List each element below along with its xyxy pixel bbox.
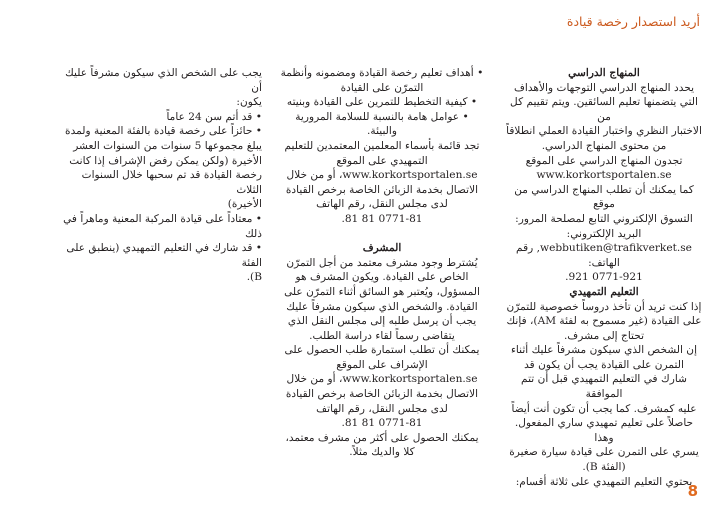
text-line: القيادة. والشخص الذي سيكون مشرفاً عليك (286, 300, 478, 313)
text-line: المسؤول، ويُعتبر هو السائق أثناء التمرّن على (284, 285, 480, 298)
text-line: إذا كنت تريد أن تأخذ دروساً خصوصية للتمرّن (506, 300, 702, 313)
curriculum-heading: المنهاج الدراسي (568, 67, 640, 79)
text-line: التمرن على القيادة يجب أن يكون قد (524, 358, 684, 371)
text-line: يجب على الشخص الذي سيكون مشرفاً عليك أن (65, 67, 262, 94)
text-line: B). (246, 271, 262, 284)
text-line: التي يتضمنها تعليم السائقين. ويتم تقييم كل من (510, 96, 698, 123)
email-link[interactable]: webbutiken@trafikverket.se, رقم (516, 242, 692, 255)
text-line: تجدون المنهاج الدراسي على الموقع (525, 154, 683, 167)
phone-number: 0771-81 81 81. (341, 212, 423, 225)
text-line: البريد الإلكتروني: (566, 227, 642, 240)
text-line: يبلغ مجموعها 5 سنوات من السنوات العشر (73, 139, 262, 152)
column-curriculum (504, 66, 704, 489)
text-line: الإشراف على الموقع (336, 358, 428, 371)
text-line: شارك في التعليم التمهيدي قبل أن تتم الموافقة (521, 373, 687, 401)
phone-number: 0771-81 81 81. (341, 417, 423, 430)
text-line: يمكنك أن تطلب استمارة طلب الحصول على (284, 344, 480, 357)
bullet-line: • قد أتم سن 24 عاماً (166, 110, 262, 123)
text-line: لدى مجلس النقل، رقم الهاتف (316, 198, 448, 211)
text-line: كلا والديك مثلاً. (349, 446, 415, 459)
column-supervisor (280, 66, 484, 460)
text-line: إن الشخص الذي سيكون مشرفاً عليك أثناء (510, 344, 698, 357)
bullet-line: • كيفية التخطيط للتمرين على القيادة وبنيته (286, 96, 478, 109)
website-link[interactable]: www.korkortsportalen.se (536, 169, 672, 182)
text-line: لدى مجلس النقل، رقم الهاتف (316, 402, 448, 415)
text-line: (الفئة B). (582, 461, 626, 474)
text-line: يجب أن يرسل طلبه إلى مجلس النقل الذي (287, 315, 477, 328)
text-line: من محتوى المنهاج الدراسي. (541, 139, 667, 152)
text-line: التسوق الإلكتروني التابع لمصلحة المرور: (515, 212, 693, 225)
text-line: عليه كمشرف. كما يجب أن تكون أنت أيضاً (511, 402, 697, 415)
bullet-line: • أهداف تعليم رخصة القيادة ومضمونه وأنظمة (280, 67, 484, 79)
text-line: تجد قائمة بأسماء المعلمين المعتمدين للتعليم (284, 139, 480, 152)
text-line: الأخيرة (ولكن يمكن رفض الإشراف إذا كانت (69, 154, 262, 167)
text-line: الاتصال بخدمة الزبائن الخاصة برخص القيادة (285, 388, 479, 401)
text-line: يحتوي التعليم التمهيدي على ثلاثة أقسام: (515, 475, 693, 488)
website-link[interactable]: www.korkortsportalen.se، أو من خلال (286, 373, 478, 386)
column-requirements (54, 66, 262, 285)
training-heading: التعليم التمهيدي (569, 285, 639, 298)
bullet-line: • معتاداً على قيادة المركبة المعنية وماهراً في (63, 212, 262, 225)
text-line: الاختبار النظري واختبار القيادة العملي انطلاقاً (506, 125, 702, 138)
spacer (280, 227, 484, 242)
text-line: التمهيدي على الموقع (336, 154, 428, 167)
text-line: يمكنك الحصول على أكثر من مشرف معتمد، (285, 431, 479, 444)
text-line: على القيادة (غير مسموح به لفئة AM)، فإنك (506, 315, 702, 328)
text-line: الخاص على القيادة. ويكون المشرف هو (295, 271, 469, 284)
website-link[interactable]: www.korkortsportalen.se، أو من خلال (286, 169, 478, 182)
text-line: الأخيرة) (227, 198, 262, 211)
text-line: يحدد المنهاج الدراسي التوجهات والأهداف (513, 81, 695, 94)
text-line: الاتصال بخدمة الزبائن الخاصة برخص القيادة (285, 183, 479, 196)
text-line: يكون: (236, 96, 262, 109)
bullet-line: • حائزاً على رخصة قيادة بالفئة المعنية ولمدة (65, 125, 262, 138)
supervisor-heading: المشرف (362, 242, 402, 255)
page-header: أريد استصدار رخصة قيادة (566, 14, 700, 29)
text-line: رخصة القيادة قد تم سحبها خلال السنوات الثلاث (81, 169, 262, 196)
phone-number: 0771-921 921. (565, 271, 643, 284)
text-line: يتقاضى رسماً لقاء دراسة الطلب. (309, 329, 455, 342)
text-line: حاصلاً على تعليم تمهيدي ساري المفعول. وهذا (514, 417, 694, 444)
text-line: التمرّن على القيادة (340, 81, 424, 94)
text-line: يسري على التمرن على قيادة سيارة صغيرة (509, 446, 699, 459)
page-number: 8 (687, 482, 698, 500)
text-line: يُشترط وجود مشرف معتمد من أجل التمرّن (286, 256, 478, 269)
text-line: تحتاج إلى مشرف. (563, 329, 645, 342)
text-line: ذلك (245, 227, 262, 240)
bullet-line: • عوامل هامة بالنسبة للسلامة المرورية والبيئة. (295, 110, 469, 138)
bullet-line: • قد شارك في التعليم التمهيدي (ينطبق على الفئة (66, 242, 262, 269)
text-line: كما يمكنك أن تطلب المنهاج الدراسي من موقع (514, 183, 694, 211)
text-line: الهاتف: (588, 256, 620, 269)
